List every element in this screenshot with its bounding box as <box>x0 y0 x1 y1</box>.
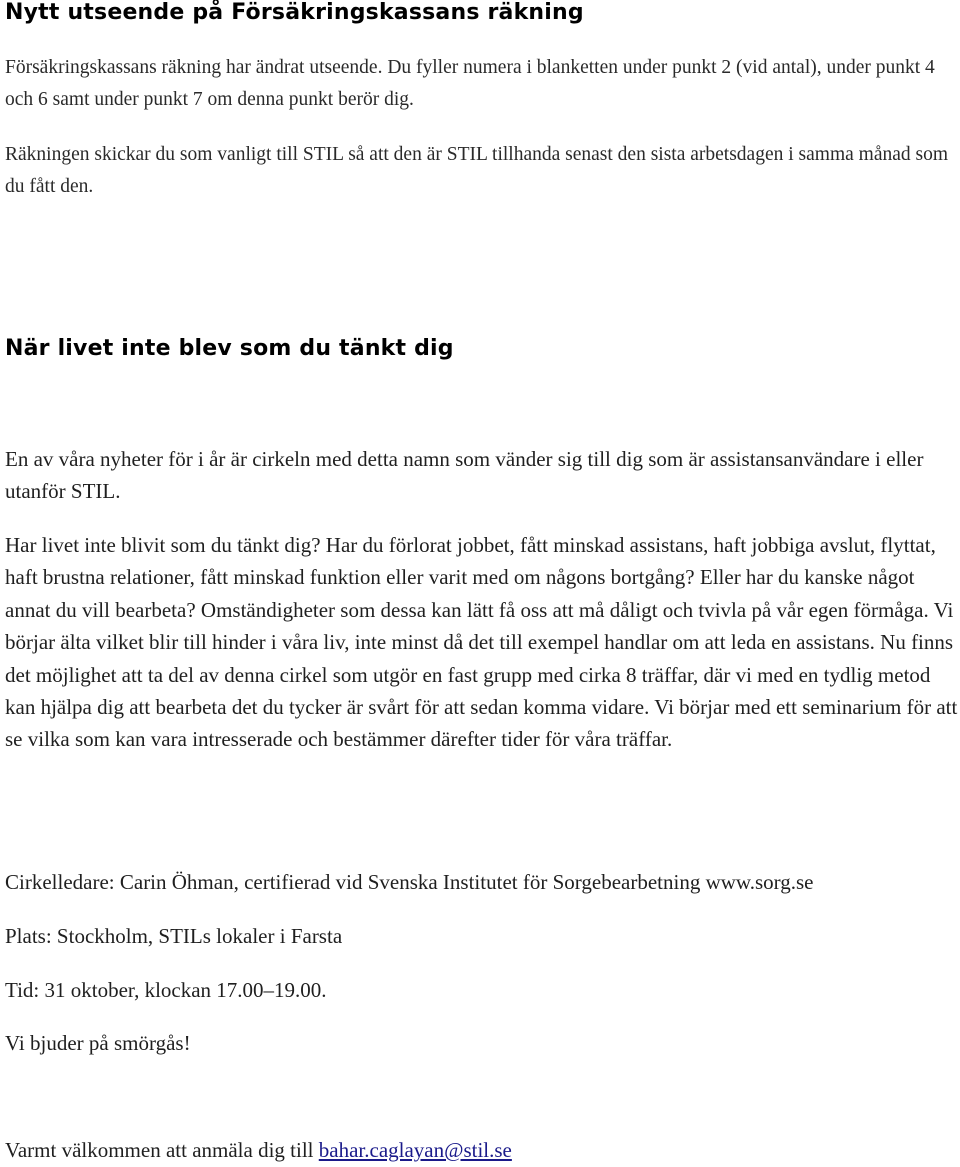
paragraph-invoice-deadline: Räkningen skickar du som vanligt till STIL så att den är STIL tillhanda senast den sista arbetsdagen i samma månad som du fått den. <box>5 144 949 197</box>
place-line: Plats: Stockholm, STILs lokaler i Farsta <box>5 924 343 948</box>
signup-text: Varmt välkommen att anmäla dig till <box>5 1138 319 1162</box>
heading-new-invoice-look: Nytt utseende på Försäkringskassans räkning <box>5 0 584 25</box>
offer-line: Vi bjuder på smörgås! <box>5 1031 191 1055</box>
signup-line <box>5 1134 512 1166</box>
heading-circle-title: När livet inte blev som du tänkt dig <box>5 336 454 361</box>
paragraph-invoice-changes: Försäkringskassans räkning har ändrat utseende. Du fyller numera i blanketten under punkt 2 (vid antal), under punkt 4 och 6 samt under punkt 7 om denna punkt berör dig. <box>5 57 935 110</box>
email-link[interactable]: bahar.caglayan@stil.se <box>318 1138 512 1162</box>
circle-leader-line: Cirkelledare: Carin Öhman, certifierad vid Svenska Institutet för Sorgebearbetning www.sorg.se <box>5 870 814 894</box>
time-line: Tid: 31 oktober, klockan 17.00–19.00. <box>5 978 327 1002</box>
paragraph-circle-description: Har livet inte blivit som du tänkt dig? Har du förlorat jobbet, fått minskad assistans, haft jobbiga avslut, flyttat, haft brustna relationer, fått minskad funktion eller varit med om någons bortgång? Eller har du kanske något annat du vill bearbeta? Omständigheter som dessa kan lätt få oss att må dåligt och tvivla på vår egen förmåga. Vi börjar älta vilket blir till hinder i våra liv, inte minst då det till exempel handlar om att leda en assistans. Nu finns det möjlighet att ta del av denna cirkel som utgör en fast grupp med cirka 8 träffar, där vi med en tydlig metod kan hjälpa dig att bearbeta det du tycker är svårt för att sedan komma vidare. Vi börjar med ett seminarium för att se vilka som kan vara intresserade och bestämmer därefter tider för våra träffar. <box>5 533 958 752</box>
paragraph-circle-intro: En av våra nyheter för i år är cirkeln med detta namn som vänder sig till dig som är assistansanvändare i eller utanför STIL. <box>5 447 924 504</box>
